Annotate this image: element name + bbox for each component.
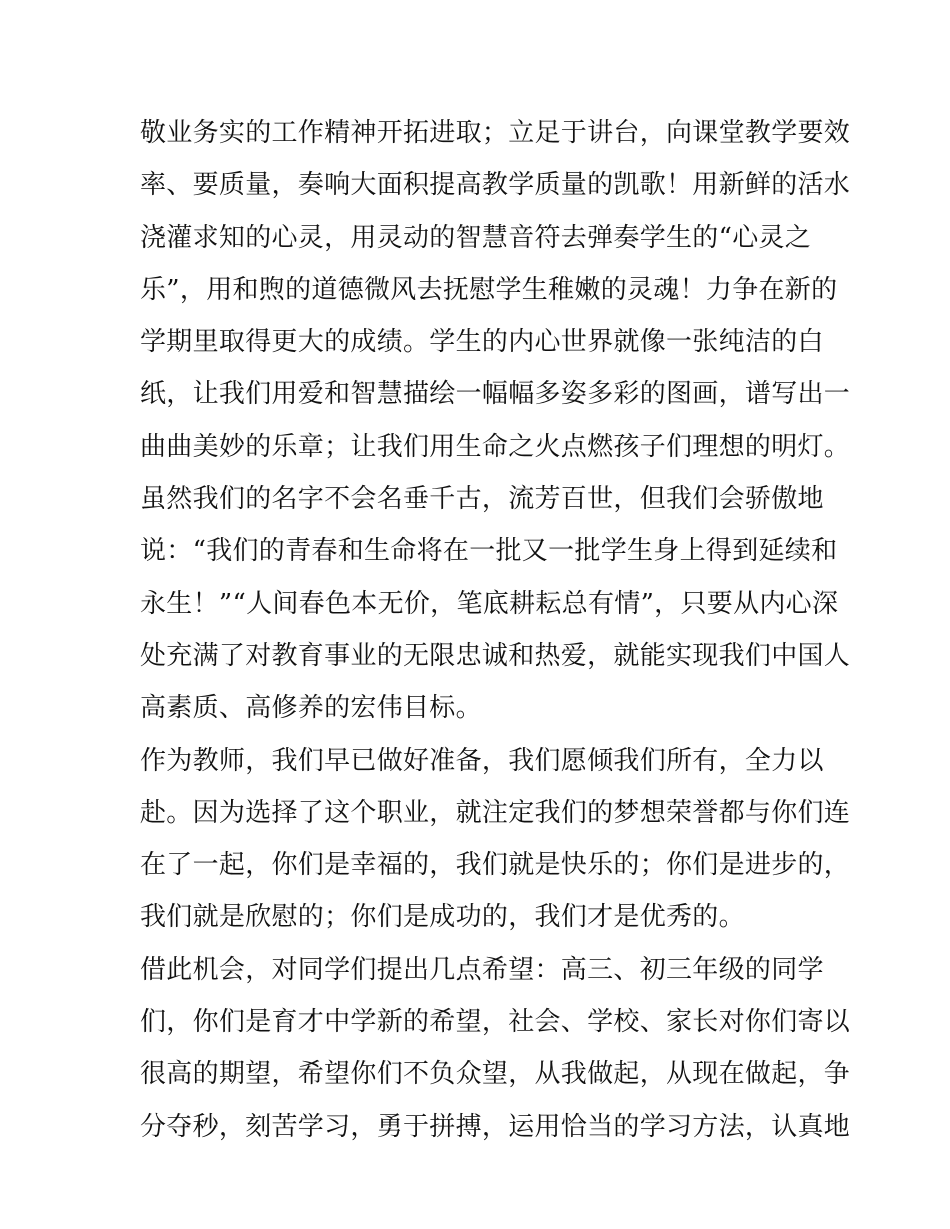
text-line: 赴。因为选择了这个职业，就注定我们的梦想荣誉都与你们连 xyxy=(140,797,851,828)
text-line: 敬业务实的工作精神开拓进取；立足于讲台，向课堂教学要效 xyxy=(140,118,851,148)
text-line: 纸，让我们用爱和智慧描绘一幅幅多姿多彩的图画，谱写出一 xyxy=(140,379,851,410)
text-line: 乐”，用和煦的道德微风去抚慰学生稚嫩的灵魂！力争在新的 xyxy=(140,274,838,305)
document-body xyxy=(140,107,851,1153)
text-line: 永生！”“人间春色本无价，笔底耕耘总有情”，只要从内心深 xyxy=(140,588,839,619)
text-line: 在了一起，你们是幸福的，我们就是快乐的；你们是进步的， xyxy=(140,850,851,881)
text-line: 虽然我们的名字不会名垂千古，流芳百世，但我们会骄傲地 xyxy=(140,484,824,515)
text-line: 学期里取得更大的成绩。学生的内心世界就像一张纯洁的白 xyxy=(140,327,824,358)
text-line: 很高的期望，希望你们不负众望，从我做起，从现在做起，争 xyxy=(140,1059,851,1090)
text-line: 们，你们是育才中学新的希望，社会、学校、家长对你们寄以 xyxy=(140,1007,851,1038)
text-line: 借此机会，对同学们提出几点希望：高三、初三年级的同学 xyxy=(140,954,824,985)
text-line: 曲曲美妙的乐章；让我们用生命之火点燃孩子们理想的明灯。 xyxy=(140,431,851,462)
text-line: 高素质、高修养的宏伟目标。 xyxy=(140,693,482,724)
text-line: 率、要质量，奏响大面积提高教学质量的凯歌！用新鲜的活水 xyxy=(140,170,851,201)
text-line: 处充满了对教育事业的无限忠诚和热爱，就能实现我们中国人 xyxy=(140,640,851,671)
text-line: 作为教师，我们早已做好准备，我们愿倾我们所有，全力以 xyxy=(140,745,824,776)
text-line: 浇灌求知的心灵，用灵动的智慧音符去弹奏学生的“心灵之 xyxy=(140,222,812,253)
text-line: 说：“我们的青春和生命将在一批又一批学生身上得到延续和 xyxy=(140,536,838,567)
text-line: 分夺秒，刻苦学习，勇于拼搏，运用恰当的学习方法，认真地 xyxy=(140,1111,851,1142)
text-line: 我们就是欣慰的；你们是成功的，我们才是优秀的。 xyxy=(140,902,745,933)
